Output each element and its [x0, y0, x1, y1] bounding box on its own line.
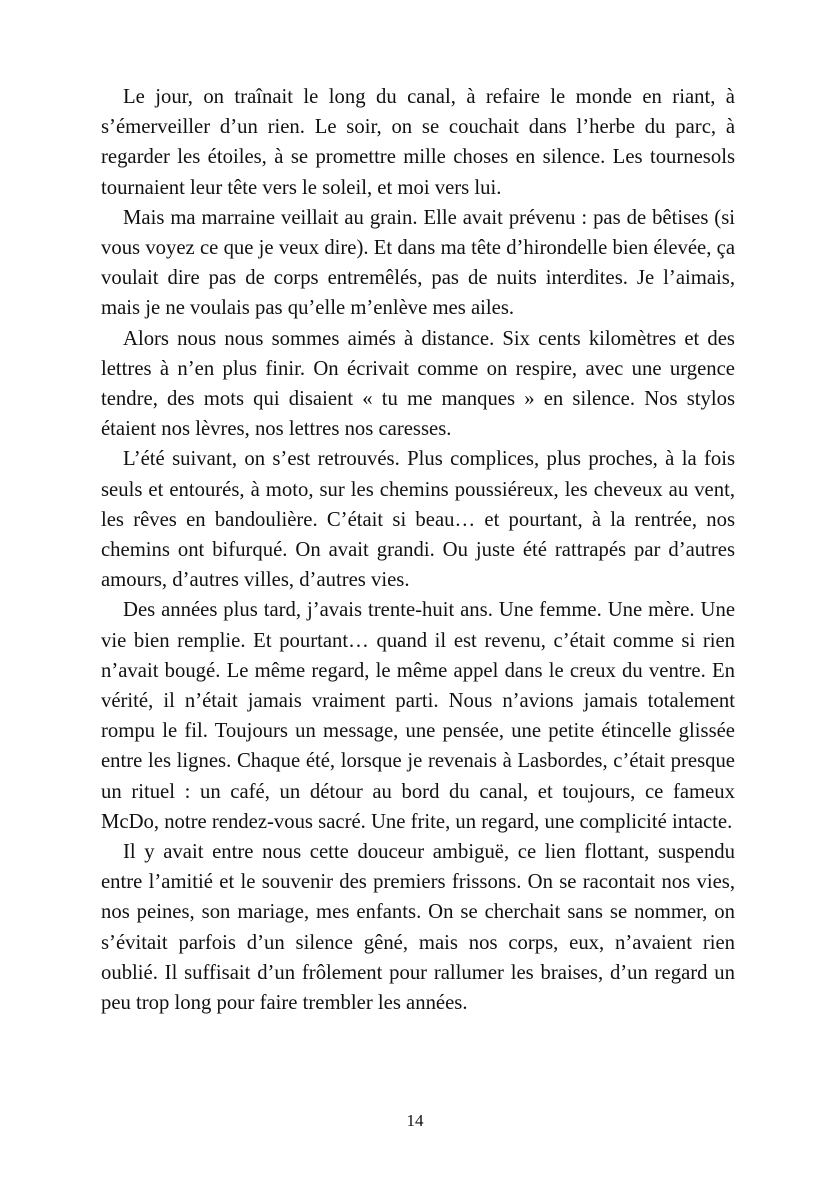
paragraph-5: Des années plus tard, j’avais trente-huit ans. Une femme. Une mère. Une vie bien remplie. Et pourtant… quand il est revenu, c’était comme si rien n’avait bougé. Le même regard, le même appel dans le creux du ventre. En vérité, il n’était jamais vraiment parti. Nous n’avions jamais totalement rompu le fil. Toujours un message, une pensée, une petite étincelle glissée entre les lignes. Chaque été, lorsque je revenais à Lasbordes, c’était presque un rituel : un café, un détour au bord du canal, et toujours, ce fameux McDo, notre rendez-vous sacré. Une frite, un regard, une complicité intacte.	[101, 599, 735, 833]
paragraph-6: Il y avait entre nous cette douceur ambiguë, ce lien flottant, suspendu entre l’amitié et le souvenir des premiers frissons. On se racontait nos vies, nos peines, son mariage, mes enfants. On se cherchait sans se nommer, on s’évitait parfois d’un silence gêné, mais nos corps, eux, n’avaient rien oublié. Il suffisait d’un frôlement pour rallumer les braises, d’un regard un peu trop long pour faire trembler les années.	[101, 841, 735, 1015]
paragraph-1: Le jour, on traînait le long du canal, à refaire le monde en riant, à s’émerveiller d’un rien. Le soir, on se couchait dans l’herbe du parc, à regarder les étoiles, à se promettre mille choses en silence. Les tournesols tournaient leur tête vers le soleil, et moi vers lui.	[101, 86, 735, 199]
paragraph-2: Mais ma marraine veillait au grain. Elle avait prévenu : pas de bêtises (si vous voyez ce que je veux dire). Et dans ma tête d’hirondelle bien élevée, ça voulait dire pas de corps entremêlés, pas de nuits interdites. Je l’aimais, mais je ne voulais pas qu’elle m’enlève mes ailes.	[101, 206, 735, 320]
page-number: 14	[406, 1111, 424, 1130]
body-text	[101, 82, 735, 1018]
paragraph-3: Alors nous nous sommes aimés à distance. Six cents kilomètres et des lettres à n’en plus finir. On écrivait comme on respire, avec une urgence tendre, des mots qui disaient « tu me manques » en silence. Nos stylos étaient nos lèvres, nos lettres nos caresses.	[101, 327, 735, 441]
paragraph-4: L’été suivant, on s’est retrouvés. Plus complices, plus proches, à la fois seuls et entourés, à moto, sur les chemins poussiéreux, les cheveux au vent, les rêves en bandoulière. C’était si beau… et pourtant, à la rentrée, nos chemins ont bifurqué. On avait grandi. Ou juste été rattrapés par d’autres amours, d’autres villes, d’autres vies.	[101, 448, 735, 592]
